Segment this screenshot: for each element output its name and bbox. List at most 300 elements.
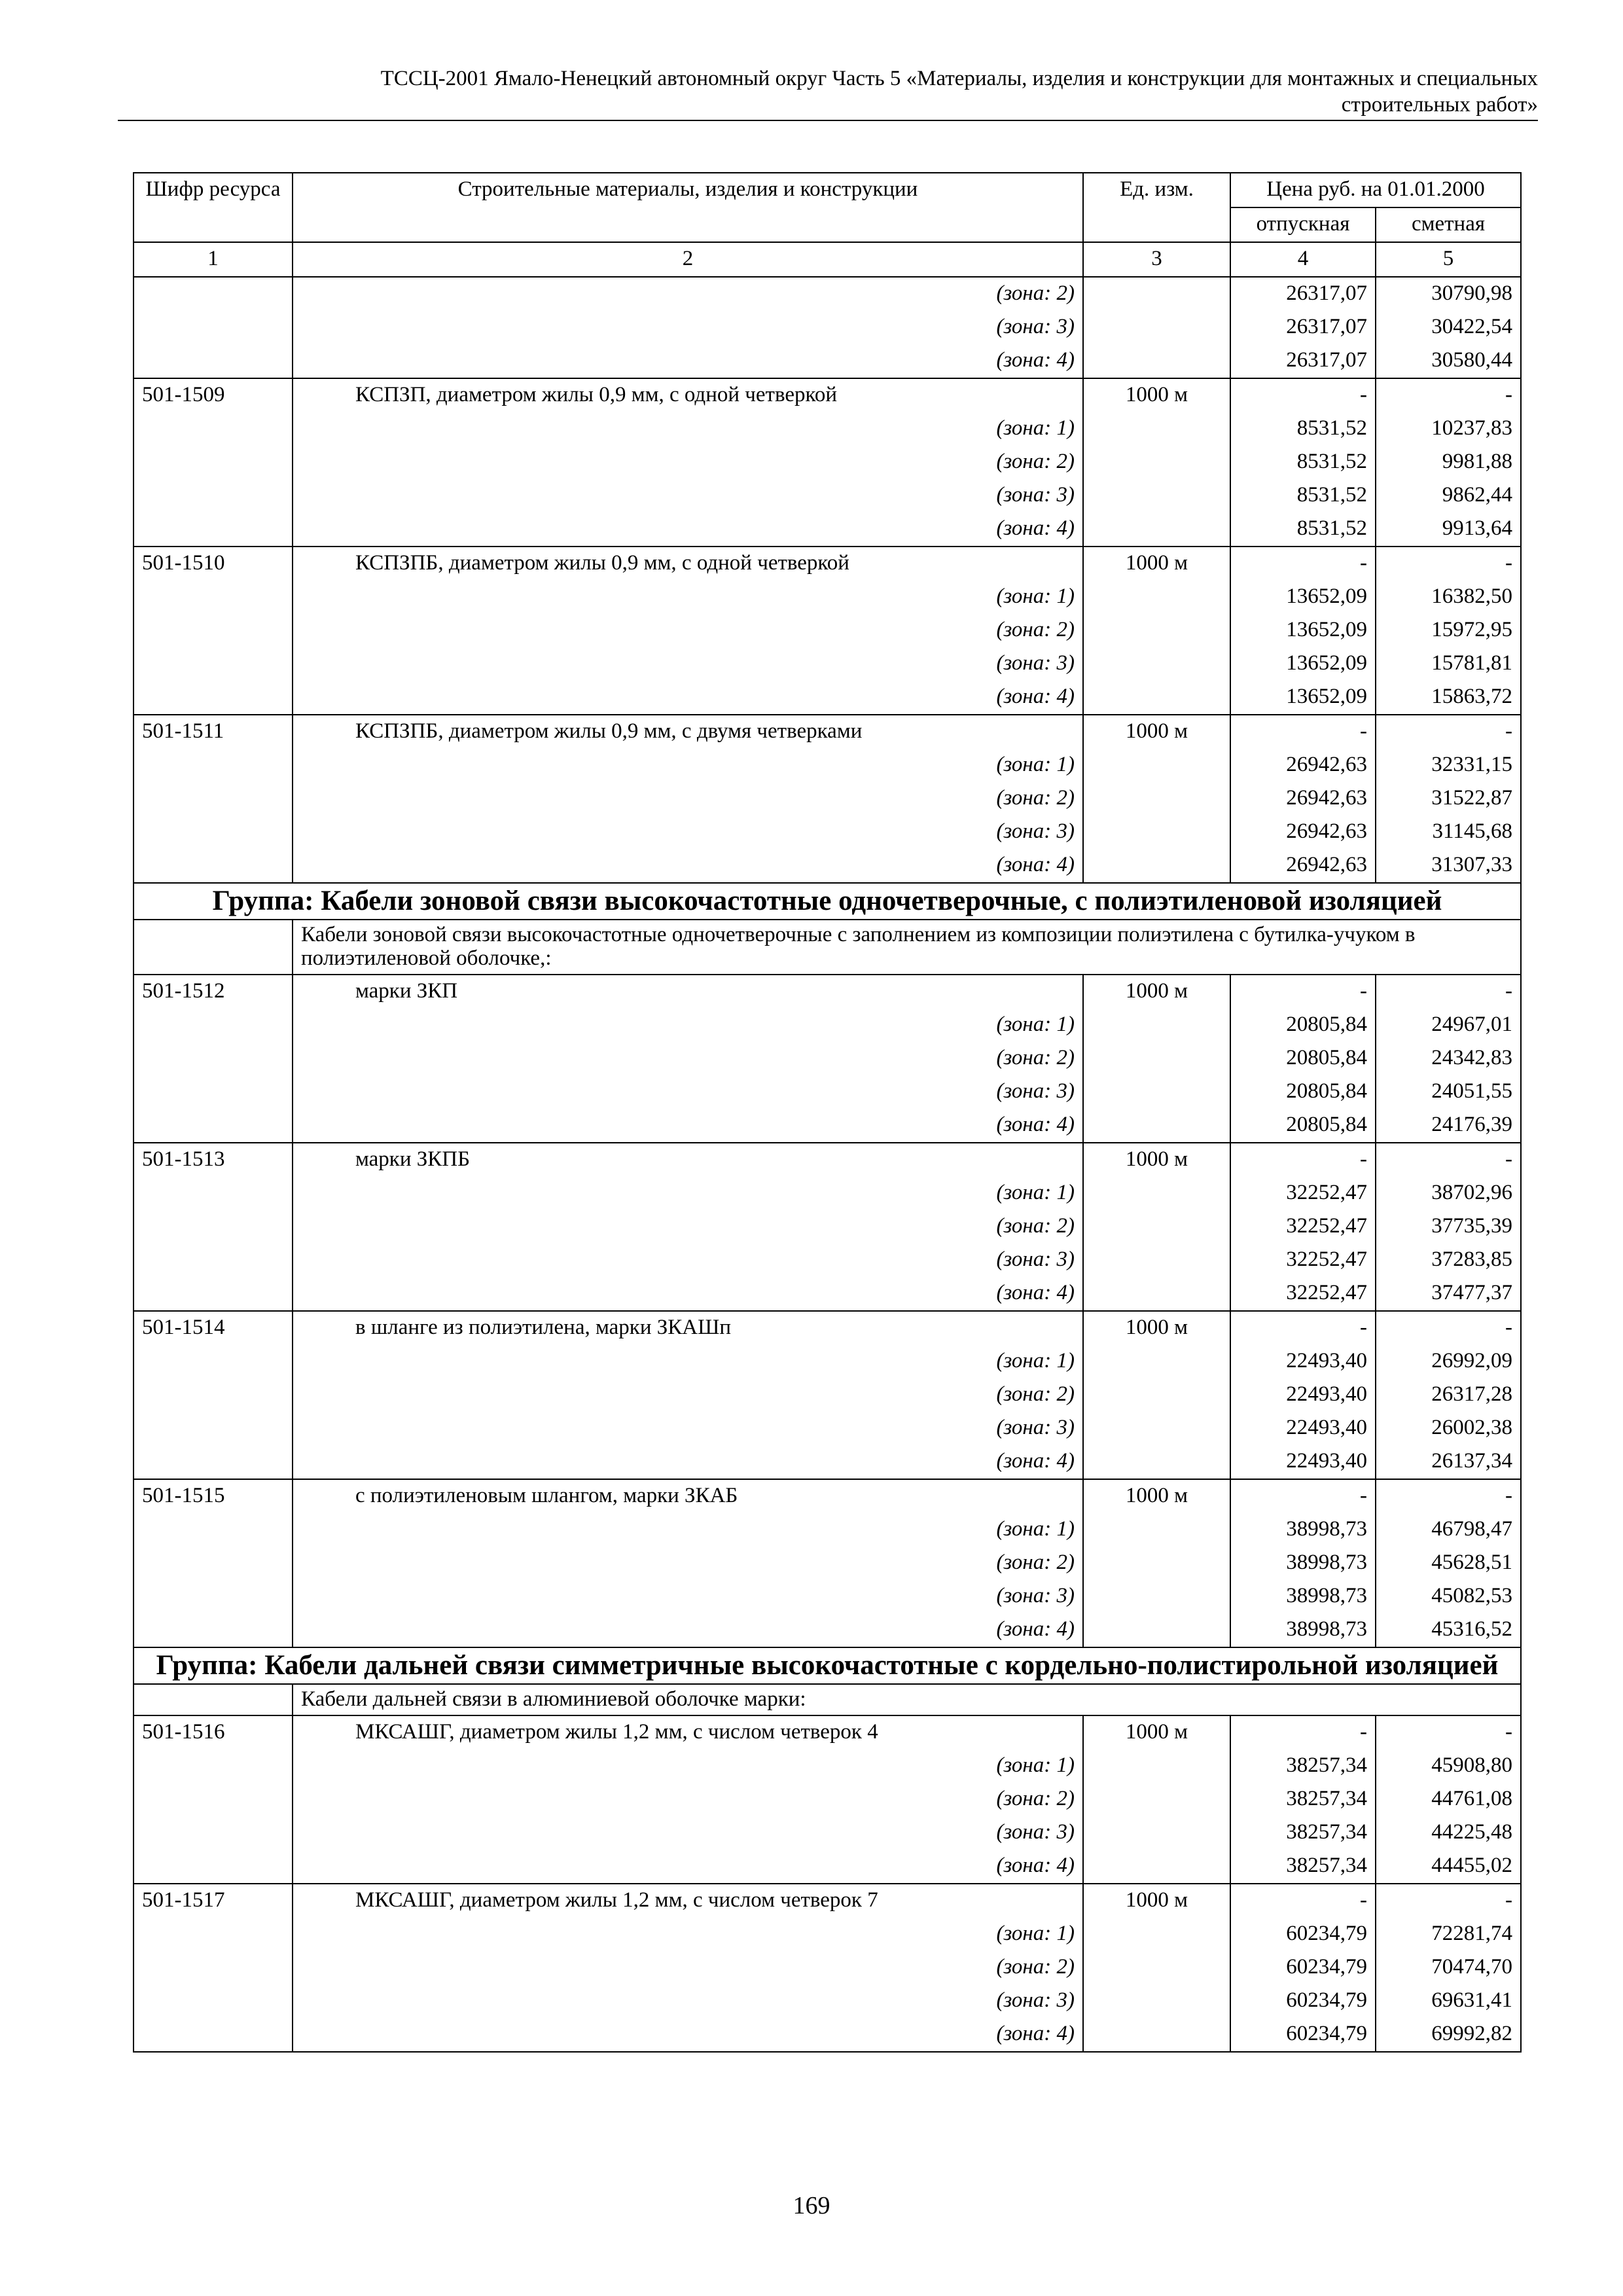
estimate-price: - <box>1376 1311 1521 1345</box>
table-row <box>134 975 1521 1009</box>
unit-cell <box>1083 1210 1230 1244</box>
estimate-price: 9862,44 <box>1376 479 1521 512</box>
release-price: 13652,09 <box>1230 581 1376 614</box>
table-row <box>134 1445 1521 1479</box>
release-price: 20805,84 <box>1230 1075 1376 1109</box>
head-unit: Ед. изм. <box>1083 173 1230 242</box>
unit-cell <box>1083 1177 1230 1210</box>
head-num-2: 2 <box>293 242 1083 277</box>
table-row <box>134 1311 1521 1345</box>
estimate-price: 31145,68 <box>1376 816 1521 849</box>
release-price: 38257,34 <box>1230 1749 1376 1783</box>
table-row <box>134 1547 1521 1580</box>
release-price: 20805,84 <box>1230 1009 1376 1042</box>
material-name: КСПЗП, диаметром жилы 0,9 мм, с одной четверкой <box>293 378 1083 412</box>
table-row <box>134 1378 1521 1412</box>
table-row <box>134 749 1521 782</box>
head-release: отпускная <box>1230 207 1376 242</box>
unit-cell <box>1083 816 1230 849</box>
code-cell <box>134 512 293 547</box>
table-row <box>134 1513 1521 1547</box>
release-price: 26942,63 <box>1230 816 1376 849</box>
unit-cell: 1000 м <box>1083 547 1230 581</box>
release-price: - <box>1230 378 1376 412</box>
release-price: 38257,34 <box>1230 1850 1376 1884</box>
zone-label: (зона: 4) <box>293 2018 1083 2052</box>
estimate-price: - <box>1376 715 1521 749</box>
unit-cell <box>1083 1783 1230 1816</box>
code-cell <box>134 681 293 715</box>
unit-cell <box>1083 1918 1230 1951</box>
release-price: 20805,84 <box>1230 1109 1376 1143</box>
table-row <box>134 1277 1521 1311</box>
release-price: 32252,47 <box>1230 1177 1376 1210</box>
release-price: 26317,07 <box>1230 277 1376 311</box>
material-name: марки ЗКП <box>293 975 1083 1009</box>
table-row <box>134 614 1521 647</box>
resource-code: 501-1512 <box>134 975 293 1009</box>
release-price: 60234,79 <box>1230 1951 1376 1984</box>
zone-label: (зона: 3) <box>293 1412 1083 1445</box>
head-num-3: 3 <box>1083 242 1230 277</box>
unit-cell: 1000 м <box>1083 1884 1230 1918</box>
release-price: 22493,40 <box>1230 1345 1376 1378</box>
release-price: - <box>1230 1715 1376 1749</box>
zone-label: (зона: 2) <box>293 1042 1083 1075</box>
table-row <box>134 1177 1521 1210</box>
header-line-1: ТССЦ-2001 Ямало-Ненецкий автономный округ Часть 5 «Материалы, изделия и конструкции для монтажных и специальных <box>380 67 1538 90</box>
table-row <box>134 1850 1521 1884</box>
group-description-row <box>134 1684 1521 1715</box>
zone-label: (зона: 3) <box>293 1244 1083 1277</box>
unit-cell <box>1083 681 1230 715</box>
estimate-price: 46798,47 <box>1376 1513 1521 1547</box>
estimate-price: 10237,83 <box>1376 412 1521 446</box>
estimate-price: 45316,52 <box>1376 1613 1521 1647</box>
table-row <box>134 1715 1521 1749</box>
code-cell <box>134 816 293 849</box>
code-cell <box>134 1177 293 1210</box>
table-row <box>134 816 1521 849</box>
zone-label: (зона: 2) <box>293 446 1083 479</box>
table-row <box>134 581 1521 614</box>
table-row <box>134 1075 1521 1109</box>
resource-code: 501-1517 <box>134 1884 293 1918</box>
code-cell <box>134 1109 293 1143</box>
head-estimate: сметная <box>1376 207 1521 242</box>
unit-cell <box>1083 344 1230 378</box>
zone-label: (зона: 4) <box>293 344 1083 378</box>
estimate-price: 30422,54 <box>1376 311 1521 344</box>
zone-label: (зона: 4) <box>293 1109 1083 1143</box>
zone-label: (зона: 1) <box>293 1345 1083 1378</box>
zone-label: (зона: 4) <box>293 1277 1083 1311</box>
unit-cell <box>1083 1009 1230 1042</box>
zone-label: (зона: 4) <box>293 849 1083 883</box>
resource-code: 501-1509 <box>134 378 293 412</box>
release-price: 8531,52 <box>1230 479 1376 512</box>
unit-cell <box>1083 1042 1230 1075</box>
table-row <box>134 412 1521 446</box>
code-cell <box>134 1345 293 1378</box>
table-row <box>134 311 1521 344</box>
code-cell <box>134 749 293 782</box>
table-row <box>134 547 1521 581</box>
material-name: МКСАШГ, диаметром жилы 1,2 мм, с числом четверок 4 <box>293 1715 1083 1749</box>
estimate-price: 24051,55 <box>1376 1075 1521 1109</box>
zone-label: (зона: 4) <box>293 1613 1083 1647</box>
table-head <box>134 173 1521 277</box>
code-cell <box>134 1210 293 1244</box>
table-row <box>134 1143 1521 1177</box>
page-number: 169 <box>793 2192 830 2219</box>
code-cell <box>134 446 293 479</box>
code-cell <box>134 1075 293 1109</box>
table-row <box>134 277 1521 311</box>
code-cell <box>134 2018 293 2052</box>
unit-cell <box>1083 782 1230 816</box>
estimate-price: 24342,83 <box>1376 1042 1521 1075</box>
table-row <box>134 1109 1521 1143</box>
material-name: марки ЗКПБ <box>293 1143 1083 1177</box>
zone-label: (зона: 4) <box>293 681 1083 715</box>
release-price: 26942,63 <box>1230 749 1376 782</box>
release-price: 26317,07 <box>1230 344 1376 378</box>
unit-cell <box>1083 1951 1230 1984</box>
unit-cell <box>1083 1547 1230 1580</box>
group-description: Кабели дальней связи в алюминиевой оболочке марки: <box>293 1684 1521 1715</box>
unit-cell <box>1083 1749 1230 1783</box>
zone-label: (зона: 1) <box>293 1513 1083 1547</box>
release-price: - <box>1230 1479 1376 1513</box>
code-cell <box>134 1684 293 1715</box>
zone-label: (зона: 3) <box>293 1580 1083 1613</box>
estimate-price: 45082,53 <box>1376 1580 1521 1613</box>
unit-cell <box>1083 1075 1230 1109</box>
estimate-price: 45908,80 <box>1376 1749 1521 1783</box>
estimate-price: 30790,98 <box>1376 277 1521 311</box>
estimate-price: 24176,39 <box>1376 1109 1521 1143</box>
release-price: 60234,79 <box>1230 2018 1376 2052</box>
zone-label: (зона: 3) <box>293 816 1083 849</box>
table-row <box>134 1345 1521 1378</box>
unit-cell <box>1083 1445 1230 1479</box>
release-price: 26942,63 <box>1230 782 1376 816</box>
table-row <box>134 1580 1521 1613</box>
code-cell <box>134 849 293 883</box>
release-price: 32252,47 <box>1230 1210 1376 1244</box>
zone-label: (зона: 3) <box>293 311 1083 344</box>
page-header <box>118 65 1538 118</box>
material-name: КСПЗПБ, диаметром жилы 0,9 мм, с двумя четверками <box>293 715 1083 749</box>
group-heading-row <box>134 883 1521 920</box>
unit-cell <box>1083 647 1230 681</box>
code-cell <box>134 1850 293 1884</box>
estimate-price: 69992,82 <box>1376 2018 1521 2052</box>
table-row <box>134 1749 1521 1783</box>
code-cell <box>134 1547 293 1580</box>
head-price: Цена руб. на 01.01.2000 <box>1230 173 1521 207</box>
resource-code: 501-1514 <box>134 1311 293 1345</box>
zone-label: (зона: 1) <box>293 1009 1083 1042</box>
unit-cell <box>1083 749 1230 782</box>
unit-cell <box>1083 614 1230 647</box>
code-cell <box>134 920 293 975</box>
resource-code: 501-1515 <box>134 1479 293 1513</box>
code-cell <box>134 277 293 311</box>
zone-label: (зона: 4) <box>293 512 1083 547</box>
code-cell <box>134 1009 293 1042</box>
group-title: Группа: Кабели дальней связи симметричные высокочастотные с кордельно-полистирольной изоляцией <box>134 1647 1521 1684</box>
release-price: 38998,73 <box>1230 1513 1376 1547</box>
group-title: Группа: Кабели зоновой связи высокочастотные одночетверочные, с полиэтиленовой изоляцией <box>134 883 1521 920</box>
estimate-price: 24967,01 <box>1376 1009 1521 1042</box>
material-name: с полиэтиленовым шлангом, марки ЗКАБ <box>293 1479 1083 1513</box>
release-price: 26317,07 <box>1230 311 1376 344</box>
zone-label: (зона: 2) <box>293 1547 1083 1580</box>
unit-cell <box>1083 581 1230 614</box>
material-name: в шланге из полиэтилена, марки ЗКАШп <box>293 1311 1083 1345</box>
estimate-price: - <box>1376 1143 1521 1177</box>
estimate-price: 26992,09 <box>1376 1345 1521 1378</box>
unit-cell: 1000 м <box>1083 1143 1230 1177</box>
table-row <box>134 1951 1521 1984</box>
head-num-4: 4 <box>1230 242 1376 277</box>
code-cell <box>134 1816 293 1850</box>
estimate-price: 15863,72 <box>1376 681 1521 715</box>
release-price: 8531,52 <box>1230 446 1376 479</box>
zone-label: (зона: 1) <box>293 749 1083 782</box>
zone-label: (зона: 2) <box>293 1783 1083 1816</box>
table-row <box>134 647 1521 681</box>
header-line-2: строительных работ» <box>1341 93 1538 117</box>
release-price: 8531,52 <box>1230 512 1376 547</box>
estimate-price: - <box>1376 975 1521 1009</box>
zone-label: (зона: 1) <box>293 1918 1083 1951</box>
unit-cell: 1000 м <box>1083 1715 1230 1749</box>
estimate-price: 38702,96 <box>1376 1177 1521 1210</box>
unit-cell <box>1083 1244 1230 1277</box>
release-price: 8531,52 <box>1230 412 1376 446</box>
estimate-price: 26317,28 <box>1376 1378 1521 1412</box>
code-cell <box>134 1042 293 1075</box>
code-cell <box>134 1378 293 1412</box>
zone-label: (зона: 2) <box>293 614 1083 647</box>
unit-cell <box>1083 1984 1230 2018</box>
estimate-price: 31307,33 <box>1376 849 1521 883</box>
unit-cell: 1000 м <box>1083 1311 1230 1345</box>
release-price: 32252,47 <box>1230 1244 1376 1277</box>
unit-cell <box>1083 479 1230 512</box>
zone-label: (зона: 2) <box>293 1951 1083 1984</box>
estimate-price: 26137,34 <box>1376 1445 1521 1479</box>
unit-cell <box>1083 1109 1230 1143</box>
estimate-price: - <box>1376 1884 1521 1918</box>
release-price: 22493,40 <box>1230 1412 1376 1445</box>
estimate-price: - <box>1376 1715 1521 1749</box>
unit-cell <box>1083 1345 1230 1378</box>
release-price: - <box>1230 1884 1376 1918</box>
zone-label: (зона: 1) <box>293 581 1083 614</box>
release-price: 32252,47 <box>1230 1277 1376 1311</box>
unit-cell: 1000 м <box>1083 1479 1230 1513</box>
zone-label: (зона: 2) <box>293 782 1083 816</box>
table-row <box>134 1783 1521 1816</box>
release-price: 38998,73 <box>1230 1547 1376 1580</box>
estimate-price: 37735,39 <box>1376 1210 1521 1244</box>
head-num-5: 5 <box>1376 242 1521 277</box>
estimate-price: 15972,95 <box>1376 614 1521 647</box>
zone-label: (зона: 3) <box>293 647 1083 681</box>
code-cell <box>134 1580 293 1613</box>
release-price: - <box>1230 975 1376 1009</box>
table-row <box>134 446 1521 479</box>
code-cell <box>134 1749 293 1783</box>
table-row <box>134 1210 1521 1244</box>
table-row <box>134 1918 1521 1951</box>
estimate-price: - <box>1376 1479 1521 1513</box>
code-cell <box>134 1513 293 1547</box>
estimate-price: 70474,70 <box>1376 1951 1521 1984</box>
unit-cell <box>1083 412 1230 446</box>
unit-cell <box>1083 1378 1230 1412</box>
estimate-price: 44455,02 <box>1376 1850 1521 1884</box>
unit-cell: 1000 м <box>1083 715 1230 749</box>
release-price: 13652,09 <box>1230 614 1376 647</box>
code-cell <box>134 1277 293 1311</box>
zone-label: (зона: 3) <box>293 1075 1083 1109</box>
unit-cell <box>1083 1613 1230 1647</box>
estimate-price: 31522,87 <box>1376 782 1521 816</box>
unit-cell <box>1083 2018 1230 2052</box>
code-cell <box>134 311 293 344</box>
estimate-price: - <box>1376 378 1521 412</box>
code-cell <box>134 1244 293 1277</box>
estimate-price: 26002,38 <box>1376 1412 1521 1445</box>
code-cell <box>134 1412 293 1445</box>
estimate-price: 72281,74 <box>1376 1918 1521 1951</box>
release-price: 22493,40 <box>1230 1378 1376 1412</box>
zone-label: (зона: 4) <box>293 1445 1083 1479</box>
resource-code: 501-1516 <box>134 1715 293 1749</box>
zone-label: (зона: 1) <box>293 412 1083 446</box>
resource-code: 501-1511 <box>134 715 293 749</box>
zone-label: (зона: 1) <box>293 1749 1083 1783</box>
table-row <box>134 681 1521 715</box>
estimate-price: 37283,85 <box>1376 1244 1521 1277</box>
code-cell <box>134 1951 293 1984</box>
code-cell <box>134 1613 293 1647</box>
code-cell <box>134 614 293 647</box>
zone-label: (зона: 2) <box>293 1210 1083 1244</box>
estimate-price: 15781,81 <box>1376 647 1521 681</box>
unit-cell <box>1083 512 1230 547</box>
code-cell <box>134 1783 293 1816</box>
group-description: Кабели зоновой связи высокочастотные одночетверочные с заполнением из композиции полиэтилена с бутилка-учуком в полиэтиленовой оболочке,: <box>293 920 1521 975</box>
table-row <box>134 2018 1521 2052</box>
table-body <box>134 277 1521 2052</box>
table-row <box>134 1884 1521 1918</box>
unit-cell <box>1083 1850 1230 1884</box>
table-row <box>134 1479 1521 1513</box>
table-row <box>134 782 1521 816</box>
table-row <box>134 1984 1521 2018</box>
unit-cell <box>1083 1513 1230 1547</box>
release-price: 13652,09 <box>1230 681 1376 715</box>
code-cell <box>134 1918 293 1951</box>
zone-label: (зона: 3) <box>293 479 1083 512</box>
zone-label: (зона: 3) <box>293 1816 1083 1850</box>
unit-cell <box>1083 1277 1230 1311</box>
head-code: Шифр ресурса <box>134 173 293 242</box>
unit-cell <box>1083 311 1230 344</box>
table-row <box>134 1412 1521 1445</box>
unit-cell: 1000 м <box>1083 975 1230 1009</box>
table-row <box>134 344 1521 378</box>
code-cell <box>134 1445 293 1479</box>
resource-code: 501-1513 <box>134 1143 293 1177</box>
release-price: 20805,84 <box>1230 1042 1376 1075</box>
code-cell <box>134 479 293 512</box>
material-name: МКСАШГ, диаметром жилы 1,2 мм, с числом четверок 7 <box>293 1884 1083 1918</box>
zone-label: (зона: 3) <box>293 1984 1083 2018</box>
table-row <box>134 715 1521 749</box>
release-price: 26942,63 <box>1230 849 1376 883</box>
estimate-price: - <box>1376 547 1521 581</box>
release-price: - <box>1230 715 1376 749</box>
zone-label: (зона: 2) <box>293 277 1083 311</box>
unit-cell <box>1083 277 1230 311</box>
unit-cell <box>1083 446 1230 479</box>
release-price: 38998,73 <box>1230 1580 1376 1613</box>
release-price: - <box>1230 1143 1376 1177</box>
header-rule <box>118 120 1538 121</box>
estimate-price: 69631,41 <box>1376 1984 1521 2018</box>
table-row <box>134 1244 1521 1277</box>
estimate-price: 37477,37 <box>1376 1277 1521 1311</box>
price-table <box>133 172 1522 2053</box>
unit-cell <box>1083 1412 1230 1445</box>
unit-cell: 1000 м <box>1083 378 1230 412</box>
estimate-price: 30580,44 <box>1376 344 1521 378</box>
release-price: 38998,73 <box>1230 1613 1376 1647</box>
estimate-price: 44761,08 <box>1376 1783 1521 1816</box>
estimate-price: 32331,15 <box>1376 749 1521 782</box>
table-row <box>134 1009 1521 1042</box>
estimate-price: 44225,48 <box>1376 1816 1521 1850</box>
release-price: 13652,09 <box>1230 647 1376 681</box>
code-cell <box>134 647 293 681</box>
unit-cell <box>1083 1816 1230 1850</box>
head-num-1: 1 <box>134 242 293 277</box>
group-heading-row <box>134 1647 1521 1684</box>
code-cell <box>134 581 293 614</box>
code-cell <box>134 1984 293 2018</box>
table-row <box>134 479 1521 512</box>
release-price: 22493,40 <box>1230 1445 1376 1479</box>
release-price: 38257,34 <box>1230 1816 1376 1850</box>
code-cell <box>134 782 293 816</box>
release-price: 60234,79 <box>1230 1918 1376 1951</box>
head-name: Строительные материалы, изделия и конструкции <box>293 173 1083 242</box>
release-price: 60234,79 <box>1230 1984 1376 2018</box>
zone-label: (зона: 4) <box>293 1850 1083 1884</box>
table-row <box>134 512 1521 547</box>
estimate-price: 9981,88 <box>1376 446 1521 479</box>
resource-code: 501-1510 <box>134 547 293 581</box>
zone-label: (зона: 2) <box>293 1378 1083 1412</box>
table-row <box>134 1816 1521 1850</box>
